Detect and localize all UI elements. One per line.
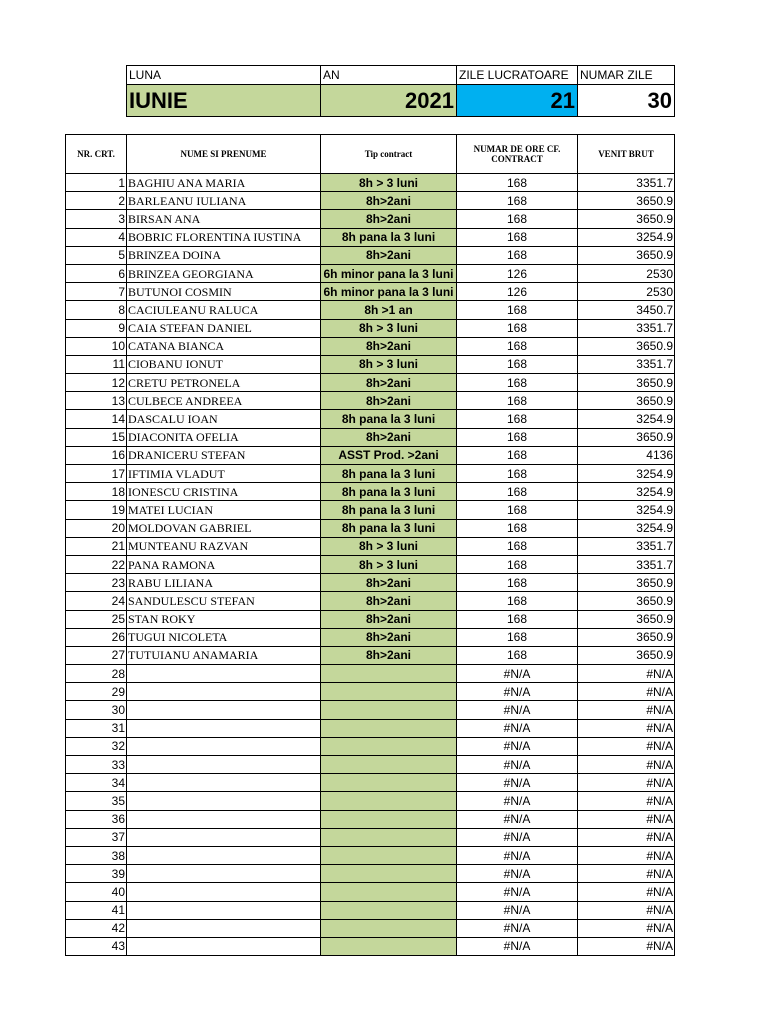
cell-nr-crt[interactable]: 8 [66, 301, 127, 319]
cell-nr-crt[interactable]: 25 [66, 610, 127, 628]
table-row [66, 337, 675, 355]
cell-tip-contract[interactable]: 8h>2ani [321, 592, 457, 610]
column-header-tip-contract[interactable]: Tip contract [321, 135, 457, 174]
cell-venit-brut[interactable]: #N/A [578, 828, 675, 846]
zile-lucratoare-label[interactable]: ZILE LUCRATOARE [457, 66, 578, 85]
cell-venit-brut[interactable]: 3254.9 [578, 228, 675, 246]
cell-numar-ore[interactable]: 168 [457, 446, 578, 464]
cell-nume[interactable]: BUTUNOI COSMIN [127, 283, 321, 301]
table-row [66, 665, 675, 683]
cell-tip-contract[interactable]: 8h>2ani [321, 192, 457, 210]
table-row [66, 246, 675, 264]
cell-numar-ore[interactable]: #N/A [457, 719, 578, 737]
table-row [66, 610, 675, 628]
table-row [66, 574, 675, 592]
cell-tip-contract[interactable]: 8h>2ani [321, 374, 457, 392]
cell-nume[interactable] [127, 665, 321, 683]
table-row [66, 228, 675, 246]
cell-numar-ore[interactable]: #N/A [457, 919, 578, 937]
table-row [66, 828, 675, 846]
cell-nr-crt[interactable]: 4 [66, 228, 127, 246]
cell-nume[interactable] [127, 810, 321, 828]
cell-nr-crt[interactable]: 34 [66, 774, 127, 792]
cell-numar-ore[interactable]: 168 [457, 301, 578, 319]
cell-venit-brut[interactable]: #N/A [578, 865, 675, 883]
cell-venit-brut[interactable]: #N/A [578, 901, 675, 919]
cell-nume[interactable]: IFTIMIA VLADUT [127, 465, 321, 483]
cell-nume[interactable]: MUNTEANU RAZVAN [127, 537, 321, 555]
cell-nume[interactable]: DIACONITA OFELIA [127, 428, 321, 446]
cell-nume[interactable] [127, 919, 321, 937]
cell-tip-contract[interactable] [321, 719, 457, 737]
month-summary-table [126, 65, 675, 117]
cell-nume[interactable]: BARLEANU IULIANA [127, 192, 321, 210]
cell-tip-contract[interactable]: 8h pana la 3 luni [321, 483, 457, 501]
cell-nr-crt[interactable]: 31 [66, 719, 127, 737]
cell-venit-brut[interactable]: 4136 [578, 446, 675, 464]
cell-tip-contract[interactable]: 8h>2ani [321, 428, 457, 446]
cell-numar-ore[interactable]: #N/A [457, 792, 578, 810]
cell-tip-contract[interactable]: 8h > 3 luni [321, 174, 457, 192]
table-row [66, 537, 675, 555]
cell-nr-crt[interactable]: 27 [66, 646, 127, 664]
cell-venit-brut[interactable]: #N/A [578, 701, 675, 719]
cell-tip-contract[interactable]: 8h>2ani [321, 610, 457, 628]
table-row [66, 174, 675, 192]
cell-tip-contract[interactable]: 6h minor pana la 3 luni [321, 264, 457, 282]
cell-nr-crt[interactable]: 42 [66, 919, 127, 937]
cell-tip-contract[interactable] [321, 883, 457, 901]
cell-nr-crt[interactable]: 12 [66, 374, 127, 392]
cell-numar-ore[interactable]: 168 [457, 610, 578, 628]
table-row [66, 374, 675, 392]
table-row [66, 210, 675, 228]
table-row [66, 501, 675, 519]
cell-venit-brut[interactable]: 3254.9 [578, 465, 675, 483]
cell-nr-crt[interactable]: 17 [66, 465, 127, 483]
table-row [66, 756, 675, 774]
cell-venit-brut[interactable]: 3650.9 [578, 392, 675, 410]
cell-tip-contract[interactable]: 8h > 3 luni [321, 355, 457, 373]
cell-nume[interactable] [127, 792, 321, 810]
luna-value[interactable]: IUNIE [127, 85, 321, 117]
cell-tip-contract[interactable]: 8h pana la 3 luni [321, 519, 457, 537]
cell-numar-ore[interactable]: 168 [457, 628, 578, 646]
cell-nume[interactable] [127, 883, 321, 901]
cell-tip-contract[interactable] [321, 937, 457, 955]
cell-nr-crt[interactable]: 36 [66, 810, 127, 828]
cell-numar-ore[interactable]: 168 [457, 501, 578, 519]
cell-nume[interactable]: DASCALU IOAN [127, 410, 321, 428]
cell-tip-contract[interactable] [321, 701, 457, 719]
column-header-venit-brut[interactable]: VENIT BRUT [578, 135, 675, 174]
cell-nr-crt[interactable]: 13 [66, 392, 127, 410]
table-row [66, 737, 675, 755]
cell-tip-contract[interactable]: 8h>2ani [321, 210, 457, 228]
cell-tip-contract[interactable] [321, 846, 457, 864]
cell-nr-crt[interactable]: 26 [66, 628, 127, 646]
table-row [66, 919, 675, 937]
cell-nr-crt[interactable]: 10 [66, 337, 127, 355]
cell-tip-contract[interactable]: ASST Prod. >2ani [321, 446, 457, 464]
table-row [66, 446, 675, 464]
cell-nume[interactable]: CATANA BIANCA [127, 337, 321, 355]
cell-numar-ore[interactable]: 168 [457, 337, 578, 355]
summary-value-row [127, 85, 675, 117]
table-row [66, 428, 675, 446]
cell-nr-crt[interactable]: 11 [66, 355, 127, 373]
cell-nume[interactable]: STAN ROKY [127, 610, 321, 628]
cell-nr-crt[interactable]: 35 [66, 792, 127, 810]
cell-numar-ore[interactable]: #N/A [457, 883, 578, 901]
cell-nr-crt[interactable]: 43 [66, 937, 127, 955]
cell-numar-ore[interactable]: 168 [457, 428, 578, 446]
cell-nume[interactable]: SANDULESCU STEFAN [127, 592, 321, 610]
cell-venit-brut[interactable]: #N/A [578, 719, 675, 737]
table-row [66, 719, 675, 737]
cell-nr-crt[interactable]: 33 [66, 756, 127, 774]
numar-zile-label[interactable]: NUMAR ZILE [578, 66, 675, 85]
cell-venit-brut[interactable]: 3351.7 [578, 319, 675, 337]
cell-numar-ore[interactable]: #N/A [457, 756, 578, 774]
cell-venit-brut[interactable]: #N/A [578, 737, 675, 755]
cell-numar-ore[interactable]: #N/A [457, 810, 578, 828]
cell-numar-ore[interactable]: 168 [457, 519, 578, 537]
cell-numar-ore[interactable]: 168 [457, 465, 578, 483]
cell-tip-contract[interactable]: 8h>2ani [321, 392, 457, 410]
cell-nr-crt[interactable]: 41 [66, 901, 127, 919]
cell-nume[interactable]: RABU LILIANA [127, 574, 321, 592]
cell-nume[interactable]: TUGUI NICOLETA [127, 628, 321, 646]
cell-nume[interactable]: BAGHIU ANA MARIA [127, 174, 321, 192]
cell-nume[interactable]: MATEI LUCIAN [127, 501, 321, 519]
cell-nume[interactable]: IONESCU CRISTINA [127, 483, 321, 501]
cell-numar-ore[interactable]: #N/A [457, 774, 578, 792]
cell-venit-brut[interactable]: 3254.9 [578, 519, 675, 537]
cell-nume[interactable]: CIOBANU IONUT [127, 355, 321, 373]
cell-nr-crt[interactable]: 30 [66, 701, 127, 719]
cell-nr-crt[interactable]: 32 [66, 737, 127, 755]
cell-numar-ore[interactable]: #N/A [457, 937, 578, 955]
table-row [66, 810, 675, 828]
cell-nr-crt[interactable]: 7 [66, 283, 127, 301]
cell-venit-brut[interactable]: 3650.9 [578, 646, 675, 664]
cell-nume[interactable] [127, 737, 321, 755]
cell-nume[interactable]: TUTUIANU ANAMARIA [127, 646, 321, 664]
cell-nr-crt[interactable]: 37 [66, 828, 127, 846]
cell-venit-brut[interactable]: #N/A [578, 919, 675, 937]
numar-zile-value[interactable]: 30 [578, 85, 675, 117]
cell-tip-contract[interactable]: 8h >1 an [321, 301, 457, 319]
cell-venit-brut[interactable]: 3650.9 [578, 592, 675, 610]
cell-tip-contract[interactable]: 6h minor pana la 3 luni [321, 283, 457, 301]
cell-nume[interactable]: CAIA STEFAN DANIEL [127, 319, 321, 337]
table-row [66, 628, 675, 646]
cell-tip-contract[interactable] [321, 792, 457, 810]
cell-nume[interactable] [127, 701, 321, 719]
table-row [66, 774, 675, 792]
table-row [66, 555, 675, 573]
cell-numar-ore[interactable]: 126 [457, 283, 578, 301]
cell-venit-brut[interactable]: 3650.9 [578, 374, 675, 392]
cell-nr-crt[interactable]: 21 [66, 537, 127, 555]
cell-nume[interactable] [127, 901, 321, 919]
summary-label-row [127, 66, 675, 85]
cell-nr-crt[interactable]: 28 [66, 665, 127, 683]
cell-numar-ore[interactable]: 168 [457, 537, 578, 555]
table-row [66, 283, 675, 301]
table-row [66, 319, 675, 337]
zile-lucratoare-value[interactable]: 21 [457, 85, 578, 117]
cell-nr-crt[interactable]: 22 [66, 555, 127, 573]
table-row [66, 846, 675, 864]
cell-venit-brut[interactable]: 3351.7 [578, 537, 675, 555]
table-row [66, 392, 675, 410]
table-row [66, 192, 675, 210]
cell-tip-contract[interactable] [321, 919, 457, 937]
cell-venit-brut[interactable]: #N/A [578, 846, 675, 864]
column-header-numar-ore[interactable]: NUMAR DE ORE CF. CONTRACT [457, 135, 578, 174]
table-row [66, 883, 675, 901]
table-row [66, 483, 675, 501]
table-row [66, 901, 675, 919]
cell-numar-ore[interactable]: 168 [457, 228, 578, 246]
cell-numar-ore[interactable]: #N/A [457, 683, 578, 701]
cell-nr-crt[interactable]: 24 [66, 592, 127, 610]
table-row [66, 410, 675, 428]
table-row [66, 683, 675, 701]
cell-numar-ore[interactable]: #N/A [457, 865, 578, 883]
cell-venit-brut[interactable]: 3650.9 [578, 246, 675, 264]
cell-numar-ore[interactable]: 168 [457, 410, 578, 428]
cell-nume[interactable] [127, 828, 321, 846]
cell-tip-contract[interactable] [321, 865, 457, 883]
cell-nr-crt[interactable]: 18 [66, 483, 127, 501]
cell-nr-crt[interactable]: 40 [66, 883, 127, 901]
cell-numar-ore[interactable]: 168 [457, 192, 578, 210]
cell-nr-crt[interactable]: 6 [66, 264, 127, 282]
cell-nr-crt[interactable]: 20 [66, 519, 127, 537]
cell-numar-ore[interactable]: 168 [457, 355, 578, 373]
cell-tip-contract[interactable]: 8h > 3 luni [321, 319, 457, 337]
cell-nr-crt[interactable]: 9 [66, 319, 127, 337]
cell-nr-crt[interactable]: 23 [66, 574, 127, 592]
cell-tip-contract[interactable]: 8h > 3 luni [321, 555, 457, 573]
cell-venit-brut[interactable]: #N/A [578, 883, 675, 901]
cell-numar-ore[interactable]: #N/A [457, 901, 578, 919]
cell-venit-brut[interactable]: 3650.9 [578, 210, 675, 228]
table-row [66, 519, 675, 537]
an-value[interactable]: 2021 [321, 85, 457, 117]
cell-tip-contract[interactable]: 8h > 3 luni [321, 537, 457, 555]
cell-nume[interactable] [127, 756, 321, 774]
cell-numar-ore[interactable]: 168 [457, 246, 578, 264]
cell-nr-crt[interactable]: 16 [66, 446, 127, 464]
cell-nume[interactable] [127, 774, 321, 792]
cell-venit-brut[interactable]: #N/A [578, 683, 675, 701]
cell-nr-crt[interactable]: 1 [66, 174, 127, 192]
cell-nume[interactable]: CRETU PETRONELA [127, 374, 321, 392]
cell-nr-crt[interactable]: 38 [66, 846, 127, 864]
cell-tip-contract[interactable]: 8h pana la 3 luni [321, 465, 457, 483]
cell-tip-contract[interactable]: 8h>2ani [321, 246, 457, 264]
cell-nr-crt[interactable]: 19 [66, 501, 127, 519]
cell-numar-ore[interactable]: #N/A [457, 846, 578, 864]
cell-tip-contract[interactable] [321, 683, 457, 701]
cell-numar-ore[interactable]: 168 [457, 174, 578, 192]
cell-venit-brut[interactable]: 3650.9 [578, 610, 675, 628]
cell-tip-contract[interactable] [321, 828, 457, 846]
cell-numar-ore[interactable]: 168 [457, 374, 578, 392]
cell-tip-contract[interactable]: 8h pana la 3 luni [321, 501, 457, 519]
cell-venit-brut[interactable]: 3450.7 [578, 301, 675, 319]
cell-venit-brut[interactable]: 3254.9 [578, 501, 675, 519]
cell-venit-brut[interactable]: #N/A [578, 774, 675, 792]
cell-nume[interactable]: BOBRIC FLORENTINA IUSTINA [127, 228, 321, 246]
table-row [66, 646, 675, 664]
cell-tip-contract[interactable] [321, 665, 457, 683]
column-header-nr-crt[interactable]: NR. CRT. [66, 135, 127, 174]
cell-numar-ore[interactable]: 126 [457, 264, 578, 282]
table-row [66, 865, 675, 883]
cell-nr-crt[interactable]: 29 [66, 683, 127, 701]
cell-nume[interactable] [127, 846, 321, 864]
luna-label[interactable]: LUNA [127, 66, 321, 85]
cell-numar-ore[interactable]: #N/A [457, 665, 578, 683]
cell-numar-ore[interactable]: 168 [457, 483, 578, 501]
table-row [66, 465, 675, 483]
cell-venit-brut[interactable]: #N/A [578, 665, 675, 683]
table-row [66, 592, 675, 610]
cell-numar-ore[interactable]: 168 [457, 592, 578, 610]
cell-venit-brut[interactable]: 2530 [578, 283, 675, 301]
cell-nr-crt[interactable]: 3 [66, 210, 127, 228]
cell-venit-brut[interactable]: 3650.9 [578, 337, 675, 355]
cell-nume[interactable]: BRINZEA DOINA [127, 246, 321, 264]
cell-venit-brut[interactable]: #N/A [578, 756, 675, 774]
cell-numar-ore[interactable]: #N/A [457, 737, 578, 755]
cell-venit-brut[interactable]: 3254.9 [578, 410, 675, 428]
cell-numar-ore[interactable]: 168 [457, 555, 578, 573]
table-header-row [66, 135, 675, 174]
cell-venit-brut[interactable]: 3254.9 [578, 483, 675, 501]
cell-nr-crt[interactable]: 14 [66, 410, 127, 428]
cell-nume[interactable]: CULBECE ANDREEA [127, 392, 321, 410]
table-row [66, 355, 675, 373]
an-label[interactable]: AN [321, 66, 457, 85]
cell-numar-ore[interactable]: 168 [457, 210, 578, 228]
cell-venit-brut[interactable]: 2530 [578, 264, 675, 282]
table-row [66, 701, 675, 719]
cell-nr-crt[interactable]: 39 [66, 865, 127, 883]
cell-nume[interactable]: DRANICERU STEFAN [127, 446, 321, 464]
cell-numar-ore[interactable]: 168 [457, 574, 578, 592]
cell-nr-crt[interactable]: 15 [66, 428, 127, 446]
cell-nume[interactable]: BRINZEA GEORGIANA [127, 264, 321, 282]
cell-venit-brut[interactable]: 3650.9 [578, 192, 675, 210]
cell-venit-brut[interactable]: #N/A [578, 937, 675, 955]
cell-tip-contract[interactable] [321, 810, 457, 828]
cell-tip-contract[interactable]: 8h pana la 3 luni [321, 228, 457, 246]
cell-nume[interactable] [127, 937, 321, 955]
cell-nume[interactable] [127, 719, 321, 737]
cell-nume[interactable]: CACIULEANU RALUCA [127, 301, 321, 319]
cell-nr-crt[interactable]: 5 [66, 246, 127, 264]
cell-nume[interactable] [127, 683, 321, 701]
cell-tip-contract[interactable]: 8h>2ani [321, 337, 457, 355]
cell-nr-crt[interactable]: 2 [66, 192, 127, 210]
cell-tip-contract[interactable] [321, 756, 457, 774]
cell-venit-brut[interactable]: 3351.7 [578, 355, 675, 373]
cell-nume[interactable] [127, 865, 321, 883]
table-body [66, 174, 675, 956]
cell-tip-contract[interactable]: 8h>2ani [321, 574, 457, 592]
cell-numar-ore[interactable]: 168 [457, 319, 578, 337]
cell-numar-ore[interactable]: #N/A [457, 828, 578, 846]
table-row [66, 792, 675, 810]
cell-tip-contract[interactable]: 8h>2ani [321, 628, 457, 646]
cell-tip-contract[interactable] [321, 901, 457, 919]
cell-venit-brut[interactable]: #N/A [578, 792, 675, 810]
cell-numar-ore[interactable]: 168 [457, 646, 578, 664]
table-row [66, 937, 675, 955]
cell-tip-contract[interactable] [321, 774, 457, 792]
cell-venit-brut[interactable]: 3650.9 [578, 428, 675, 446]
cell-venit-brut[interactable]: 3351.7 [578, 174, 675, 192]
employees-table [65, 134, 675, 956]
cell-venit-brut[interactable]: 3650.9 [578, 574, 675, 592]
table-row [66, 301, 675, 319]
cell-nume[interactable]: BIRSAN ANA [127, 210, 321, 228]
cell-venit-brut[interactable]: #N/A [578, 810, 675, 828]
cell-tip-contract[interactable]: 8h>2ani [321, 646, 457, 664]
column-header-nume[interactable]: NUME SI PRENUME [127, 135, 321, 174]
cell-numar-ore[interactable]: 168 [457, 392, 578, 410]
cell-nume[interactable]: MOLDOVAN GABRIEL [127, 519, 321, 537]
cell-tip-contract[interactable]: 8h pana la 3 luni [321, 410, 457, 428]
table-row [66, 264, 675, 282]
cell-nume[interactable]: PANA RAMONA [127, 555, 321, 573]
cell-tip-contract[interactable] [321, 737, 457, 755]
cell-venit-brut[interactable]: 3650.9 [578, 628, 675, 646]
cell-numar-ore[interactable]: #N/A [457, 701, 578, 719]
cell-venit-brut[interactable]: 3351.7 [578, 555, 675, 573]
